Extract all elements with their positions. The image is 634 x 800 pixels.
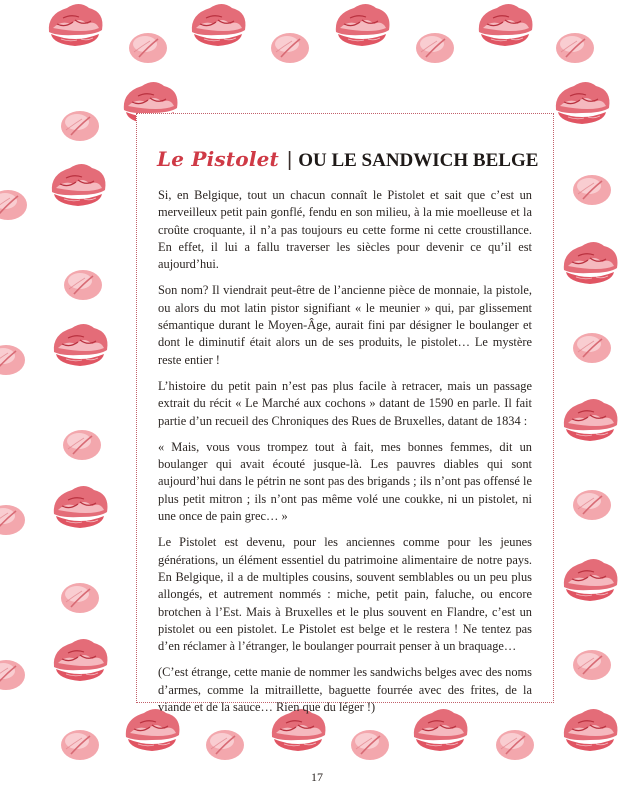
paragraph: L’histoire du petit pain n’est pas plus facile à retracer, mais un passage extrait du récit « Le Marché aux cochons » datant de 1590 en parle. Il fait partie d’un recueil des Chroniques des Rues de Bruxelles, datant de 1834 : [158,378,532,428]
quote-paragraph: « Mais, vous vous trompez tout à fait, mes bonnes femmes, dit un boulanger qui avait écouté jusque-là. Les pauvres diables qui sont aujourd’hui dans le pétrin ne sont pas des brigands ; ils n’ont pas offensé le plus petit mitron ; ils n’ont pas même volé une coukke, ni un pistolet, ni une once de pain grec… » [158,439,532,524]
pattern-right-column [564,175,618,680]
title-separator: | [287,149,293,171]
pattern-row-top [49,4,594,63]
page-title: OU LE SANDWICH BELGE [298,150,539,171]
paragraph: Son nom? Il viendrait peut-être de l’ancienne pièce de monnaie, la pistole, ou alors du mot latin pistor signifiant « le meunier » qui, par glissement sémantique durant le Moyen-Âge, aurait fini par désigner le boulanger et dont le diminutif était alors un de ses produits, le pistolet… Le mystère reste entier ! [158,283,532,367]
pattern-left-column [52,164,108,681]
page-heading [157,144,547,177]
paragraph: (C’est étrange, cette manie de nommer les sandwichs belges avec des noms d’armes, comme la mitraillette, baguette fourrée avec des frites, de la viande et de la sauce… Rien que du léger !) [158,665,532,715]
paragraph: Si, en Belgique, tout un chacun connaît le Pistolet et sait que c’est un merveilleux petit pain gonflé, fendu en son milieu, à la mie moelleuse et la croûte croquante, il n’a pas toujours eu cette forme ni cette croustillance. En effet, il lui a fallu traverser les siècles pour devenir ce qu’il est aujourd’hui. [158,188,532,272]
pattern-left-edge [0,190,27,690]
page-number: 17 [311,770,323,784]
script-title: Le Pistolet [157,147,279,171]
article-body [158,187,532,725]
paragraph: Le Pistolet est devenu, pour les anciennes comme pour les jeunes générations, un élément essentiel du patrimoine alimentaire de notre pays. En Belgique, il a de multiples cousins, souvent semblables ou un peu plus allongés, et autrement nommés : miche, petit pain, faluche, ou encore brotchen à l’Est. Mais à Bruxelles et le plus souvent en Flandre, c’est un pistolet ou een pistolet. Le Pistolet est belge et le restera ! Ne tentez pas d’en réclamer à l’étranger, le boulanger pourrait penser à un braquage… [158,535,532,654]
